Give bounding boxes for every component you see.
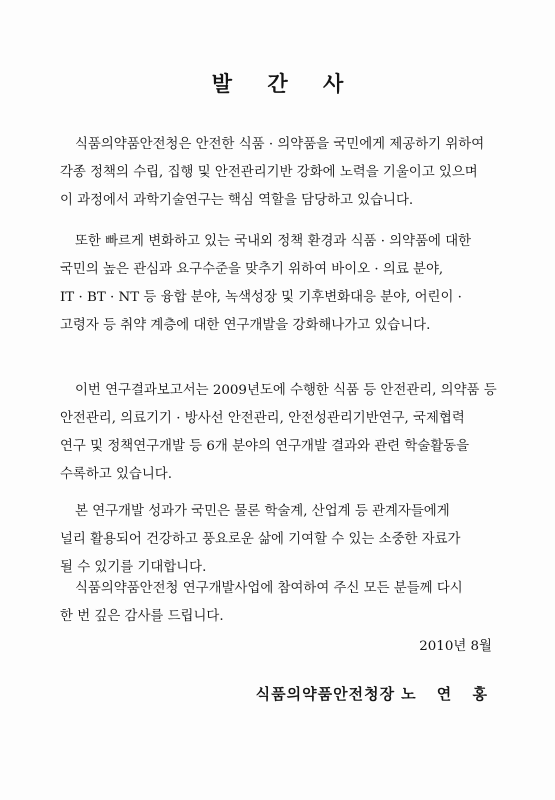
paragraph-line: 이번 연구결과보고서는 2009년도에 수행한 식품 등 안전관리, 의약품 등 [75,383,497,398]
paragraph-line: 본 연구개발 성과가 국민은 물론 학술계, 산업계 등 관계자들에게 [75,504,450,519]
paragraph-4 [60,498,500,582]
paragraph-5 [60,575,500,631]
paragraph-3 [60,377,500,489]
paragraph-line: 수록하고 있습니다. [60,467,172,482]
paragraph-line: 이 과정에서 과학기술연구는 핵심 역할을 담당하고 있습니다. [60,193,414,208]
paragraph-line: 또한 빠르게 변화하고 있는 국내외 정책 환경과 식품 · 의약품에 대한 [75,234,472,249]
paragraph-line: 식품의약품안전청은 안전한 식품 · 의약품을 국민에게 제공하기 위하여 [75,137,485,152]
paragraph-line: 식품의약품안전청 연구개발사업에 참여하여 주신 모든 분들께 다시 [75,581,463,596]
page-title: 발 간 사 [211,71,358,96]
paragraph-1 [60,131,500,215]
signature-block [256,683,495,704]
paragraph-line: 고령자 등 취약 계층에 대한 연구개발을 강화해나가고 있습니다. [60,318,431,333]
paragraph-line: 될 수 있기를 기대합니다. [60,560,207,575]
document-date: 2010년 8월 [419,639,492,654]
paragraph-2 [60,228,500,340]
signature-title: 식품의약품안전청장 [255,685,396,703]
paragraph-line: 널리 활용되어 건강하고 풍요로운 삶에 기여할 수 있는 소중한 자료가 [60,532,461,547]
paragraph-line: IT · BT · NT 등 융합 분야, 녹색성장 및 기후변화대응 분야, 어린이 · [60,290,462,305]
paragraph-line: 연구 및 정책연구개발 등 6개 분야의 연구개발 결과와 관련 학술활동을 [60,439,470,454]
paragraph-line: 국민의 높은 관심과 요구수준을 맞추기 위하여 바이오 · 의료 분야, [60,262,444,277]
paragraph-line: 안전관리, 의료기기 · 방사선 안전관리, 안전성관리기반연구, 국제협력 [60,411,465,426]
signature-name: 노 연 홍 [401,685,495,703]
paragraph-line: 각종 정책의 수립, 집행 및 안전관리기반 강화에 노력을 기울이고 있으며 [60,165,478,180]
paragraph-line: 한 번 깊은 감사를 드립니다. [60,609,224,624]
